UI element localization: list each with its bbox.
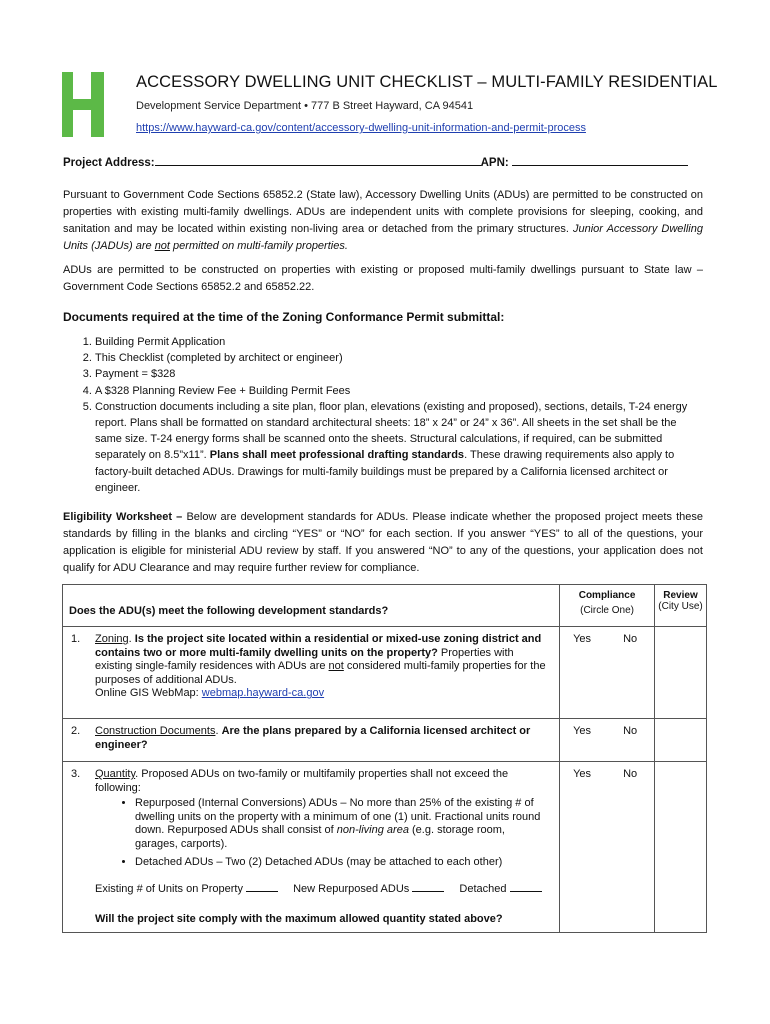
no-option[interactable]: No [623,633,638,645]
review-header-cell: Review (City Use) [655,585,707,627]
list-item: 1. Building Permit Application [95,334,705,350]
table-row: 1. Zoning. Is the project site located within a residential or mixed-use zoning district and contains two or more multi-family dwelling units on the property? Properties with existing single-family residences with ADUs are not considered multi-family properties for the purposes of additional ADUs. Online GIS WebMap: webmap.hayward-ca.gov Yes No [63,627,707,719]
compliance-header-cell: Compliance (Circle One) [560,585,655,627]
yes-option[interactable]: Yes [573,768,592,780]
hayward-logo [62,72,104,137]
documents-heading: Documents required at the time of the Zoning Conformance Permit submittal: [63,310,505,324]
table-row: 2. Construction Documents. Are the plans prepared by a California licensed architect or engineer? Yes No [63,719,707,762]
review-cell [655,627,707,719]
question-header: Does the ADU(s) meet the following development standards? [63,585,560,627]
info-link[interactable]: https://www.hayward-ca.gov/content/accessory-dwelling-unit-information-and-permit-process [136,122,586,134]
page-title: ACCESSORY DWELLING UNIT CHECKLIST – MULTI-FAMILY RESIDENTIAL [136,73,718,91]
review-cell [655,719,707,762]
list-item: 2. This Checklist (completed by architect or engineer) [95,350,705,366]
apn-label: APN: [480,157,509,169]
list-item: 4. A $328 Planning Review Fee + Building Permit Fees [95,383,705,399]
gis-webmap-link[interactable]: webmap.hayward-ca.gov [201,687,325,700]
documents-list [63,334,705,496]
detached-field[interactable] [510,891,542,892]
yes-option[interactable]: Yes [573,725,592,737]
project-address-label: Project Address: [63,157,155,169]
list-item: 5. Construction documents including a site plan, floor plan, elevations (existing and proposed), sections, details, T-24 energy report. Plans shall be formatted on standard architectural sheets: 18” x 24” or 24” x 36”. All sheets in the set shall be the same size. T-24 energy forms shall be scanned onto the sheets. Structural calculations, if required, can be submitted separately on 8.5”x11”. Plans shall meet professional drafting standards. These drawing requirements also apply to factory-built detached ADUs. Drawings for multi-family buildings must be prepared by a California licensed architect or engineer. [95,399,705,496]
existing-units-field[interactable] [246,891,278,892]
intro-paragraph-1: Pursuant to Government Code Sections 65852.2 (State law), Accessory Dwelling Units (ADUs) are permitted to be constructed on properties with existing multi-family dwellings. ADUs are independent units with complete provisions for sleeping, cooking, and sanitation and may be located within existing non-living area or detached from the primary structures. Junior Accessory Dwelling Units (JADUs) are not permitted on multi-family properties. [63,189,703,252]
development-standards-table [62,584,707,933]
project-fields [63,157,703,169]
no-option[interactable]: No [623,768,638,780]
list-item: • Detached ADUs – Two (2) Detached ADUs (may be attached to each other) [135,856,549,870]
no-option[interactable]: No [623,725,638,737]
repurposed-adus-field[interactable] [412,891,444,892]
project-address-field[interactable] [155,165,481,166]
list-item: 3. Payment = $328 [95,366,705,382]
department-address: Development Service Department • 777 B Street Hayward, CA 94541 [136,100,474,112]
review-cell [655,762,707,933]
list-item: • Repurposed (Internal Conversions) ADUs – No more than 25% of the existing # of dwelling units on the property with a minimum of one (1) unit. Fractional units round down. Repurposed ADUs shall consist of non-living area (e.g. storage room, garages, carports). [135,797,549,851]
table-row: 3. Quantity. Proposed ADUs on two-family or multifamily properties shall not exceed the following: • Repurposed (Internal Conversions) ADUs – No more than 25% of the existing # of dwelling units on the property with a minimum of one (1) unit. Fractional units round down. Repurposed ADUs shall consist of non-living area (e.g. storage room, garages, carports). • Detached ADUs – Two (2) Detached ADUs (may be attached to each other) Existing # of Units on Property New Repurposed ADUs Detached Will the project site comply with the maximum allowed quantity stated above? Yes No [63,762,707,933]
eligibility-paragraph: Eligibility Worksheet – Below are development standards for ADUs. Please indicate whether the proposed project meets these standards by filling in the blanks and circling “YES” or “NO” for each section. If you answer “YES” to all of the questions, your application is eligible for ministerial ADU review by staff. If you answered “NO” to any of the questions, your application does not qualify for ADU Clearance and may require further review for compliance. [63,511,703,574]
intro-paragraph-2: ADUs are permitted to be constructed on properties with existing or proposed multi-family dwellings pursuant to State law – Government Code Sections 65852.2 and 65852.22. [63,264,703,293]
apn-field[interactable] [512,165,688,166]
yes-option[interactable]: Yes [573,633,592,645]
